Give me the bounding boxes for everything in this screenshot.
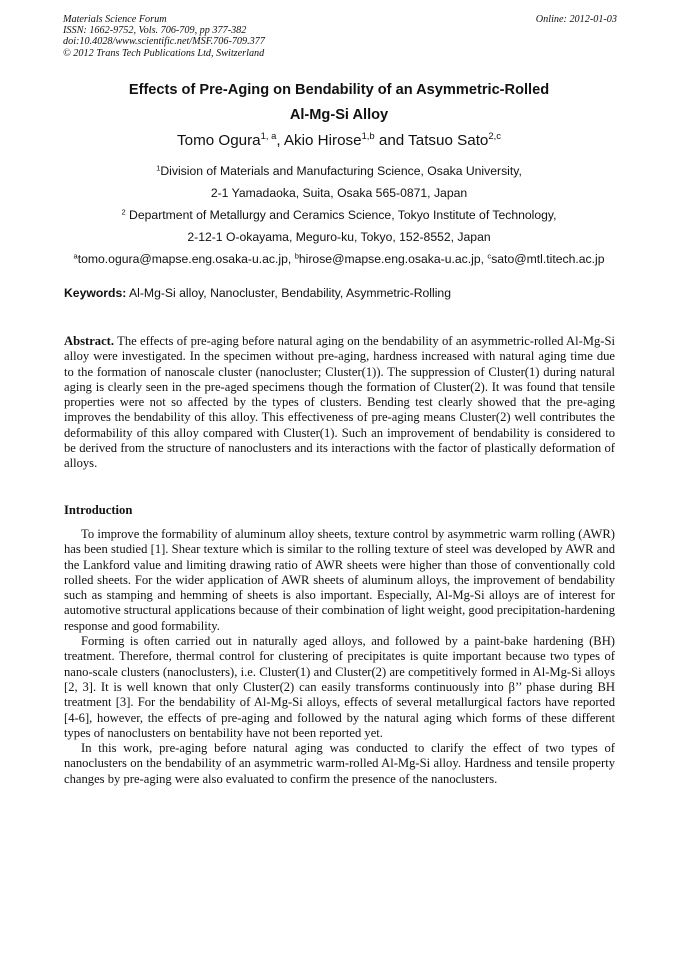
abstract bbox=[64, 334, 615, 472]
keywords-text: Al-Mg-Si alloy, Nanocluster, Bendability, Asymmetric-Rolling bbox=[126, 286, 451, 300]
author-name: Akio Hirose bbox=[283, 132, 362, 149]
author-name: Tomo Ogura bbox=[177, 132, 261, 149]
author-emails bbox=[30, 252, 648, 266]
online-date: Online: 2012-01-03 bbox=[535, 14, 617, 25]
email-address: hirose@mapse.eng.osaka-u.ac.jp, bbox=[298, 252, 488, 266]
affiliation-1-line-2: 2-1 Yamadaoka, Suita, Osaka 565-0871, Japan bbox=[210, 186, 468, 200]
author-separator: , bbox=[276, 132, 284, 149]
introduction-paragraph-3: In this work, pre-aging before natural aging was conducted to clarify the effect of two types of nanoclusters on the bendability of an asymmetric warm-rolled Al-Mg-Si alloy. Hardness and tensile property changes by pre-aging were also evaluated to confirm the presence of the nanoclusters. bbox=[64, 741, 615, 786]
journal-copyright: © 2012 Trans Tech Publications Ltd, Switzerland bbox=[63, 47, 265, 59]
affiliation-mark: 2 bbox=[121, 207, 126, 217]
journal-header bbox=[63, 14, 617, 59]
email-mark: c bbox=[487, 251, 492, 261]
email-mark: b bbox=[294, 251, 299, 261]
author-affiliation-mark: 1, a bbox=[260, 130, 277, 142]
email-address: sato@mtl.titech.ac.jp bbox=[491, 252, 605, 266]
keywords bbox=[64, 286, 451, 300]
journal-name: Materials Science Forum bbox=[63, 14, 167, 25]
affiliation-2-line-1 bbox=[30, 208, 648, 222]
affiliation-mark: 1 bbox=[156, 163, 161, 173]
introduction-section bbox=[64, 527, 615, 787]
author-separator: and bbox=[374, 132, 409, 149]
paper-title-line-2: Al-Mg-Si Alloy bbox=[289, 107, 389, 123]
introduction-heading: Introduction bbox=[64, 503, 133, 517]
paper-title-line-1: Effects of Pre-Aging on Bendability of an Asymmetric-Rolled bbox=[128, 82, 550, 98]
author-list bbox=[40, 132, 638, 149]
author-name: Tatsuo Sato bbox=[408, 132, 489, 149]
affiliation-text: Division of Materials and Manufacturing Science, Osaka University, bbox=[160, 164, 522, 178]
abstract-text: The effects of pre-aging before natural aging on the bendability of an asymmetric-rolled Al-Mg-Si alloy were investigated. In the specimen without pre-aging, hardness increased with natural aging time due to the formation of nanoscale cluster (nanocluster; Cluster(1)). The suppression of Cluster(1) during natural aging is clearly seen in the pre-aged specimens though the formation of Cluster(2). It was found that tensile properties were not so affected by the types of clusters. Bending test clearly showed that the pre-aging improves the bendability of this alloy. This effectiveness of pre-aging means Cluster(2) well contributes the deformability of this alloy compared with Cluster(1). Such an improvement of bendability is considered to be derived from the structure of nanoclusters and its interactions with the factor of plastically deformation of alloys. bbox=[64, 334, 615, 471]
journal-doi: doi:10.4028/www.scientific.net/MSF.706-709.377 bbox=[63, 36, 265, 48]
affiliation-1-line-1 bbox=[30, 164, 648, 178]
journal-issn: ISSN: 1662-9752, Vols. 706-709, pp 377-382 bbox=[63, 25, 247, 37]
keywords-label: Keywords: bbox=[64, 286, 127, 300]
email-address: tomo.ogura@mapse.eng.osaka-u.ac.jp, bbox=[77, 252, 295, 266]
introduction-paragraph-2: Forming is often carried out in naturally aged alloys, and followed by a paint-bake hardening (BH) treatment. Therefore, thermal control for clustering of precipitates is quite important because two types of nano-scale clusters (nanoclusters), i.e. Cluster(1) and Cluster(2) are competitively formed in Al-Mg-Si alloys [2, 3]. It is well known that only Cluster(2) can easily transforms continuously into β’’ phase during BH treatment [3]. For the bendability of Al-Mg-Si alloys, effects of several metallurgical factors have reported [4-6], however, the effects of pre-aging and followed by the natural aging which forms of these different types of nanoclusters on bentability have not been reported yet. bbox=[64, 634, 615, 740]
abstract-label: Abstract. bbox=[64, 334, 115, 348]
introduction-paragraph-1: To improve the formability of aluminum alloy sheets, texture control by asymmetric warm rolling (AWR) has been studied [1]. Shear texture which is similar to the rolling texture of steel was developed by AWR and the Lankford value and limiting drawing ratio of AWR sheets were higher than those of conventionally cold rolled sheets. For the wider application of AWR sheets of aluminum alloys, the improvement of bendability such as stamping and hemming of sheets is also important. Especially, Al-Mg-Si alloys are of interest for automotive structural applications because of their combination of light weight, good precipitation-hardening response and good formability. bbox=[64, 527, 615, 633]
author-affiliation-mark: 1,b bbox=[361, 130, 375, 142]
email-mark: a bbox=[73, 251, 78, 261]
affiliation-text: Department of Metallurgy and Ceramics Science, Tokyo Institute of Technology, bbox=[125, 208, 557, 222]
author-affiliation-mark: 2,c bbox=[488, 130, 501, 142]
affiliation-2-line-2: 2-12-1 O-okayama, Meguro-ku, Tokyo, 152-8552, Japan bbox=[187, 230, 491, 244]
abstract-paragraph bbox=[64, 334, 615, 472]
